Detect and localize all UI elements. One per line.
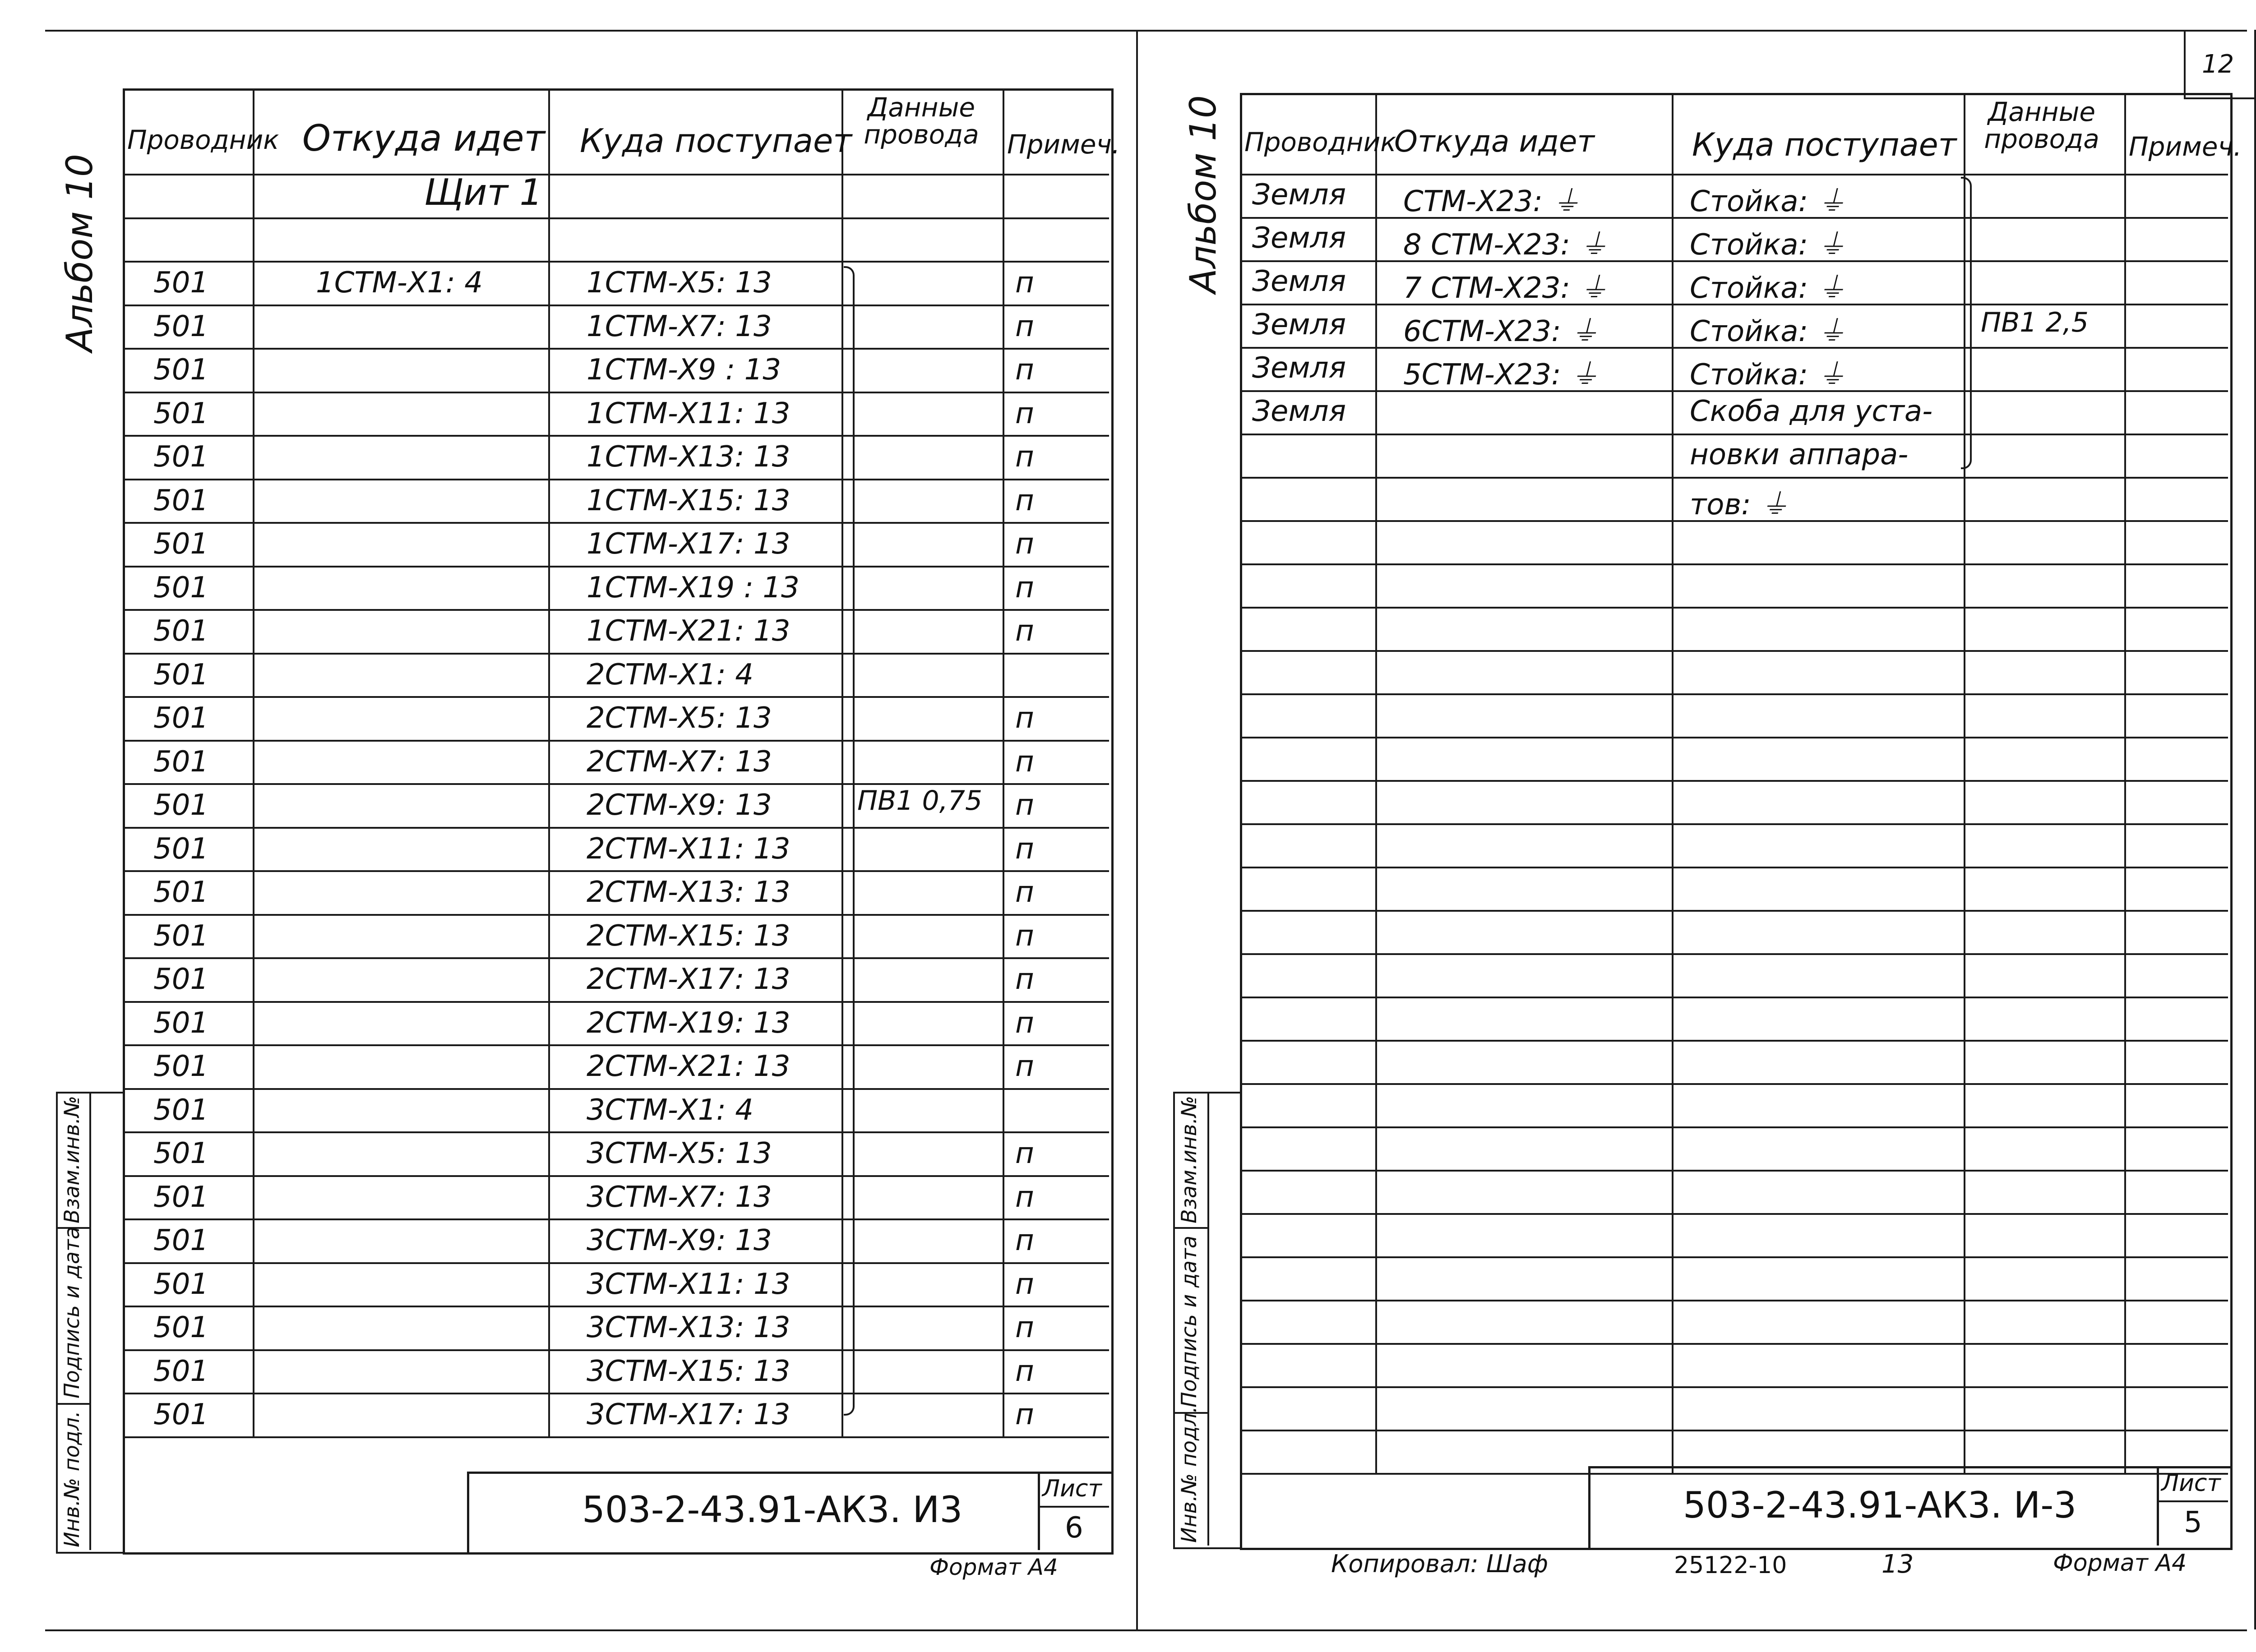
left-row-line xyxy=(123,217,1109,219)
right-row-from: 6СТМ-Х23: ⏚ xyxy=(1403,315,1599,348)
left-row-note: п xyxy=(1015,701,1034,735)
left-side-stamp-h2 xyxy=(56,1403,91,1405)
left-row-conductor: 501 xyxy=(153,745,209,779)
right-row-from: 5СТМ-Х23: ⏚ xyxy=(1403,358,1599,392)
left-row-line xyxy=(123,609,1109,611)
right-row-line xyxy=(1240,1040,2228,1042)
left-row-to: 3СТМ-Х15: 13 xyxy=(587,1354,791,1388)
left-row-conductor: 501 xyxy=(153,1137,209,1170)
left-row-to: 3СТМ-Х5: 13 xyxy=(587,1137,772,1170)
left-row-line xyxy=(123,435,1109,437)
left-row-conductor: 501 xyxy=(153,919,209,953)
left-row-line xyxy=(123,392,1109,393)
left-row-conductor: 501 xyxy=(153,353,209,387)
right-wire-data-value: ПВ1 2,5 xyxy=(1981,307,2089,338)
left-sheet-label: Лист xyxy=(1042,1475,1102,1502)
left-row-to: 2СТМ-Х1: 4 xyxy=(587,658,754,692)
left-row-note: п xyxy=(1015,1311,1034,1344)
left-row-conductor: 501 xyxy=(153,876,209,909)
left-row-conductor: 501 xyxy=(153,1093,209,1127)
left-row-to: 3СТМ-Х1: 4 xyxy=(587,1093,754,1127)
left-row-line xyxy=(123,1349,1109,1351)
left-row-note: п xyxy=(1015,527,1034,561)
right-row-conductor: Земля xyxy=(1252,221,1346,255)
left-row-note: п xyxy=(1015,919,1034,953)
right-row-line xyxy=(1240,1170,2228,1172)
left-row-note: п xyxy=(1015,440,1034,474)
right-stamp-sign: Подпись и дата xyxy=(1177,1235,1201,1407)
left-row-from: 1СТМ-Х1: 4 xyxy=(316,266,483,300)
left-row-to: 1СТМ-Х11: 13 xyxy=(587,397,791,430)
right-stamp-replace: Взам.инв.№ xyxy=(1177,1095,1201,1223)
right-row-to: Стойка: ⏚ xyxy=(1690,358,1846,392)
right-sheet-cell-divider xyxy=(2157,1466,2159,1546)
left-row-to: 2СТМ-Х21: 13 xyxy=(587,1050,791,1083)
right-row-line xyxy=(1240,563,2228,565)
left-row-to: 1СТМ-Х13: 13 xyxy=(587,440,791,474)
right-row-to: Стойка: ⏚ xyxy=(1690,315,1846,348)
left-row-to: 2СТМ-Х7: 13 xyxy=(587,745,772,779)
left-row-note: п xyxy=(1015,1267,1034,1301)
left-row-line xyxy=(123,1306,1109,1307)
left-row-line xyxy=(123,566,1109,568)
left-row-line xyxy=(123,1044,1109,1046)
right-row-line xyxy=(1240,1083,2228,1085)
right-row-to: тов: ⏚ xyxy=(1690,488,1789,521)
right-row-conductor: Земля xyxy=(1252,395,1346,428)
left-row-note: п xyxy=(1015,832,1034,866)
left-row-note: п xyxy=(1015,1224,1034,1257)
right-row-from: 7 СТМ-Х23: ⏚ xyxy=(1403,272,1609,305)
left-sheet-value: 6 xyxy=(1065,1511,1083,1545)
left-row-line xyxy=(123,870,1109,872)
left-row-conductor: 501 xyxy=(153,1267,209,1301)
left-row-note: п xyxy=(1015,876,1034,909)
right-row-to: Скоба для уста- xyxy=(1690,395,1933,428)
left-row-note: п xyxy=(1015,571,1034,605)
left-row-note: п xyxy=(1015,963,1034,996)
right-header-conductor: Проводник xyxy=(1244,127,1396,157)
right-row-line xyxy=(1240,910,2228,912)
left-row-line xyxy=(123,653,1109,655)
left-row-note: п xyxy=(1015,309,1034,343)
left-stamp-sign: Подпись и дата xyxy=(60,1226,84,1398)
left-row-to: 3СТМ-Х11: 13 xyxy=(587,1267,791,1301)
left-row-conductor: 501 xyxy=(153,1180,209,1214)
top-border-line xyxy=(45,30,2247,32)
left-row-note: п xyxy=(1015,353,1034,387)
left-row-conductor: 501 xyxy=(153,658,209,692)
left-stamp-inv: Инв.№ подл. xyxy=(60,1411,84,1547)
left-row-line xyxy=(123,1393,1109,1394)
left-row-note: п xyxy=(1015,484,1034,517)
right-col-line xyxy=(2124,93,2126,1473)
right-row-line xyxy=(1240,780,2228,782)
left-row-line xyxy=(123,1175,1109,1177)
left-row-line xyxy=(123,305,1109,306)
left-row-conductor: 501 xyxy=(153,1006,209,1040)
right-row-line xyxy=(1240,1213,2228,1215)
top-sheet-number: 12 xyxy=(2202,50,2234,79)
left-row-conductor: 501 xyxy=(153,309,209,343)
right-row-conductor: Земля xyxy=(1252,265,1346,298)
left-row-conductor: 501 xyxy=(153,1354,209,1388)
right-row-line xyxy=(1240,1300,2228,1301)
left-row-note: п xyxy=(1015,266,1034,300)
left-row-note: п xyxy=(1015,1354,1034,1388)
left-row-to: 1СТМ-Х21: 13 xyxy=(587,614,791,648)
left-row-to: 3СТМ-Х7: 13 xyxy=(587,1180,772,1214)
left-row-conductor: 501 xyxy=(153,1050,209,1083)
left-row-note: п xyxy=(1015,1137,1034,1170)
left-row-line xyxy=(123,696,1109,698)
left-header-note: Примеч. xyxy=(1007,129,1120,160)
left-row-line xyxy=(123,1001,1109,1003)
right-title-code: 503-2-43.91-АК3. И-3 xyxy=(1683,1484,2077,1526)
left-row-line xyxy=(123,1131,1109,1133)
left-row-to: 3СТМ-Х17: 13 xyxy=(587,1398,791,1431)
left-row-to: 1СТМ-Х5: 13 xyxy=(587,266,772,300)
right-row-line xyxy=(1240,823,2228,825)
right-row-line xyxy=(1240,477,2228,479)
right-row-line xyxy=(1240,650,2228,652)
right-row-line xyxy=(1240,174,2228,175)
right-page-number: 13 xyxy=(1882,1550,1914,1579)
left-row-to: 1СТМ-Х9 : 13 xyxy=(587,353,781,387)
left-row-line xyxy=(123,348,1109,350)
left-row-to: 3СТМ-Х9: 13 xyxy=(587,1224,772,1257)
left-row-to: 2СТМ-Х5: 13 xyxy=(587,701,772,735)
right-row-line xyxy=(1240,867,2228,868)
left-row-conductor: 501 xyxy=(153,1398,209,1431)
left-row-conductor: 501 xyxy=(153,789,209,822)
left-sheet-cell-hline xyxy=(1038,1506,1109,1508)
left-header-from: Откуда идет xyxy=(302,117,546,159)
right-order-number: 25122-10 xyxy=(1674,1552,1787,1579)
left-row-conductor: 501 xyxy=(153,1311,209,1344)
right-header-wire-data: Данные провода xyxy=(1984,97,2099,154)
left-row-line xyxy=(123,479,1109,480)
left-row-conductor: 501 xyxy=(153,614,209,648)
right-row-line xyxy=(1240,693,2228,695)
left-row-to: 2СТМ-Х19: 13 xyxy=(587,1006,791,1040)
left-row-line xyxy=(123,1262,1109,1264)
left-row-conductor: 501 xyxy=(153,571,209,605)
right-wire-brace xyxy=(1961,177,1972,469)
left-format: Формат А4 xyxy=(929,1554,1058,1580)
right-row-conductor: Земля xyxy=(1252,351,1346,385)
right-side-stamp-h1 xyxy=(1173,1227,1209,1229)
left-wire-data-value: ПВ1 0,75 xyxy=(857,785,983,817)
right-header-to: Куда поступает xyxy=(1692,126,1957,163)
right-row-line xyxy=(1240,737,2228,738)
right-row-line xyxy=(1240,1256,2228,1258)
left-row-line xyxy=(123,957,1109,959)
right-row-line xyxy=(1240,1386,2228,1388)
left-row-conductor: 501 xyxy=(153,1224,209,1257)
right-format: Формат А4 xyxy=(2053,1550,2187,1577)
right-row-line xyxy=(1240,434,2228,435)
right-row-line xyxy=(1240,1430,2228,1431)
left-row-note: п xyxy=(1015,1006,1034,1040)
right-col-line xyxy=(1672,93,1674,1473)
left-wire-brace xyxy=(844,266,855,1416)
right-row-conductor: Земля xyxy=(1252,308,1346,341)
left-header-wire-data: Данные провода xyxy=(864,92,979,150)
right-row-to: Стойка: ⏚ xyxy=(1690,185,1846,218)
left-row-to: 2СТМ-Х11: 13 xyxy=(587,832,791,866)
left-col-line xyxy=(548,88,550,1436)
left-row-note: п xyxy=(1015,1398,1034,1431)
left-row-line xyxy=(123,1218,1109,1220)
left-row-conductor: 501 xyxy=(153,484,209,517)
left-row-conductor: 501 xyxy=(153,397,209,430)
left-title-code: 503-2-43.91-АК3. И3 xyxy=(582,1489,963,1531)
left-stamp-replace: Взам.инв.№ xyxy=(60,1095,84,1223)
left-row-conductor: 501 xyxy=(153,527,209,561)
left-row-to: 1СТМ-Х15: 13 xyxy=(587,484,791,517)
right-album-label: Альбом 10 xyxy=(1182,95,1224,293)
right-header-note: Примеч. xyxy=(2129,131,2242,162)
right-row-line xyxy=(1240,607,2228,609)
left-row-note: п xyxy=(1015,397,1034,430)
right-page-edge xyxy=(2254,30,2256,1629)
right-stamp-inv: Инв.№ подл. xyxy=(1177,1406,1201,1543)
page-divider xyxy=(1136,30,1138,1629)
left-album-label: Альбом 10 xyxy=(59,154,101,352)
left-row-to: 2СТМ-Х9: 13 xyxy=(587,789,772,822)
left-row-conductor: 501 xyxy=(153,701,209,735)
left-row-to: 2СТМ-Х15: 13 xyxy=(587,919,791,953)
left-row-line xyxy=(123,522,1109,524)
right-sheet-label: Лист xyxy=(2161,1470,2221,1497)
left-row-note: п xyxy=(1015,614,1034,648)
right-row-to: Стойка: ⏚ xyxy=(1690,272,1846,305)
right-header-from: Откуда идет xyxy=(1394,124,1595,159)
left-row-line xyxy=(123,740,1109,742)
right-sheet-cell-hline xyxy=(2157,1500,2228,1502)
left-row-to: 1СТМ-Х17: 13 xyxy=(587,527,791,561)
left-header-to: Куда поступает xyxy=(580,122,852,160)
left-row-note: п xyxy=(1015,1180,1034,1214)
right-row-to: Стойка: ⏚ xyxy=(1690,228,1846,262)
right-row-line xyxy=(1240,1343,2228,1345)
left-row-to: 2СТМ-Х13: 13 xyxy=(587,876,791,909)
left-row-line xyxy=(123,1088,1109,1090)
right-row-from: СТМ-Х23: ⏚ xyxy=(1403,185,1581,218)
left-row-note: п xyxy=(1015,745,1034,779)
right-col-line xyxy=(1375,93,1377,1473)
right-side-stamp-divider xyxy=(1207,1092,1209,1546)
left-row-note: п xyxy=(1015,789,1034,822)
left-col-line xyxy=(841,88,843,1436)
left-row-to: 1СТМ-Х19 : 13 xyxy=(587,571,800,605)
left-row-note: п xyxy=(1015,1050,1034,1083)
right-row-line xyxy=(1240,997,2228,998)
left-row-conductor: 501 xyxy=(153,440,209,474)
left-sheet-cell-divider xyxy=(1038,1472,1040,1550)
left-row-line xyxy=(123,827,1109,829)
left-row-conductor: 501 xyxy=(153,832,209,866)
right-sheet-value: 5 xyxy=(2184,1506,2202,1539)
left-row-line xyxy=(123,1436,1109,1438)
left-row-conductor: 501 xyxy=(153,266,209,300)
right-row-line xyxy=(1240,1126,2228,1128)
bottom-border-line xyxy=(45,1629,2247,1631)
left-header-conductor: Проводник xyxy=(127,125,279,155)
left-row-to: 2СТМ-Х17: 13 xyxy=(587,963,791,996)
left-row-to: 1СТМ-Х7: 13 xyxy=(587,309,772,343)
left-section-title: Щит 1 xyxy=(424,171,543,213)
left-row-line xyxy=(123,914,1109,916)
right-row-line xyxy=(1240,953,2228,955)
left-col-line xyxy=(253,88,254,1436)
left-row-to: 3СТМ-Х13: 13 xyxy=(587,1311,791,1344)
right-copied-by: Копировал: Шаф xyxy=(1331,1550,1548,1578)
left-col-line xyxy=(1003,88,1004,1436)
left-side-stamp-divider xyxy=(89,1092,91,1550)
right-row-from: 8 СТМ-Х23: ⏚ xyxy=(1403,228,1609,262)
left-row-conductor: 501 xyxy=(153,963,209,996)
left-row-line xyxy=(123,174,1109,175)
right-row-conductor: Земля xyxy=(1252,178,1346,212)
left-row-line xyxy=(123,261,1109,263)
right-row-to: новки аппара- xyxy=(1690,438,1909,471)
